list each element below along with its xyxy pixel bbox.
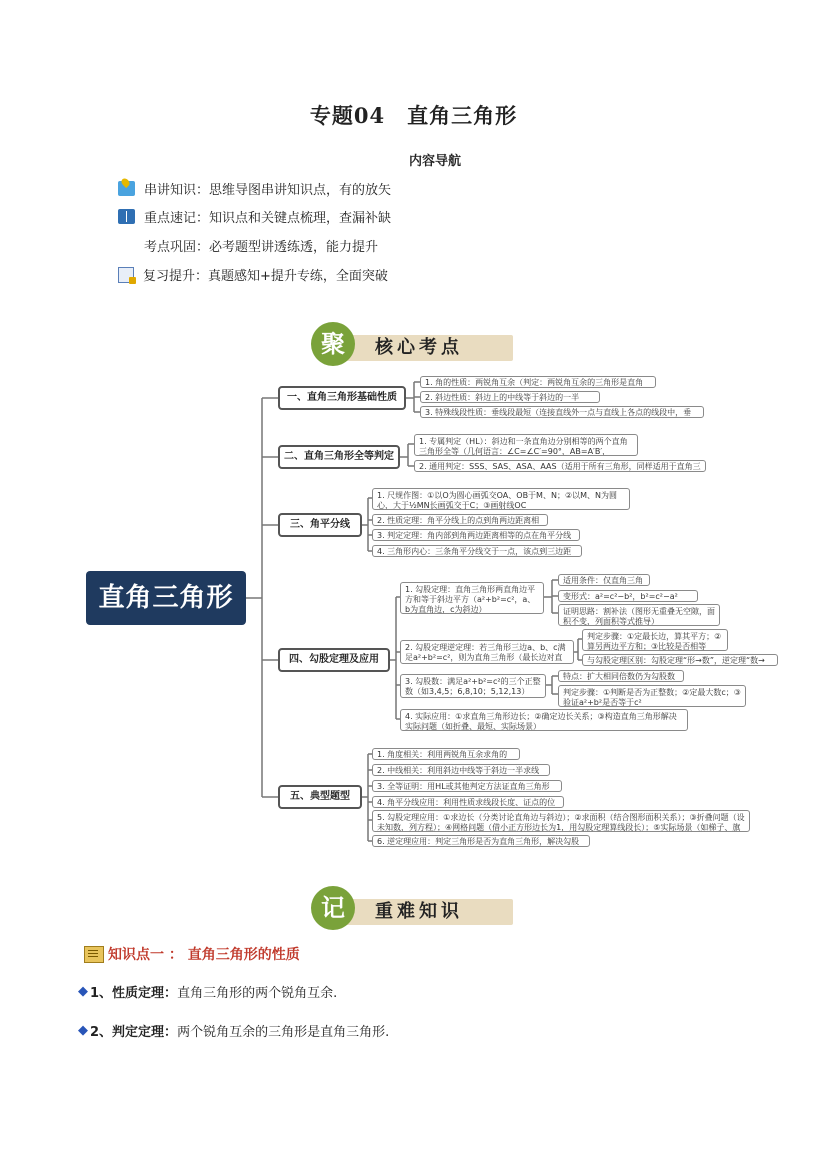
mindmap-node: 1. 角的性质：两锐角互余（判定：两锐角互余的三角形是直角 xyxy=(420,376,656,388)
mindmap-node: 1. 尺规作图：①以O为圆心画弧交OA、OB于M、N；②以M、N为圆心，大于½MN长画弧交于C；③画射线OC xyxy=(372,488,630,510)
banner-badge: 记 xyxy=(311,886,355,930)
title-topic: 直角三角形 xyxy=(407,103,518,128)
mindmap-node: 1. 角度相关：利用两锐角互余求角的 xyxy=(372,748,520,760)
mindmap-subnode: 判定步骤：①判断是否为正整数；②定最大数c；③验证a²+b²是否等于c² xyxy=(558,685,746,707)
knowledge-point-heading xyxy=(84,944,300,964)
nav-item-label: 考点巩固：必考题型讲透练透，能力提升 xyxy=(144,240,379,255)
mindmap-node: 3. 全等证明：用HL或其他判定方法证直角三角形 xyxy=(372,780,562,792)
banner-badge: 聚 xyxy=(311,322,355,366)
title-number: 04 xyxy=(353,103,386,128)
mindmap-node: 6. 逆定理应用：判定三角形是否为直角三角形，解决勾股 xyxy=(372,835,590,847)
mindmap-node: 4. 实际应用：①求直角三角形边长；②确定边长关系；③构造直角三角形解决实际问题（如折叠、最短、实际场景） xyxy=(400,709,688,731)
mindmap-node: 2. 勾股定理逆定理：若三角形三边a、b、c满足a²+b²=c²，则为直角三角形（最长边对直 xyxy=(400,640,574,664)
mindmap-node: 3. 特殊线段性质：垂线段最短（连接直线外一点与直线上各点的线段中，垂 xyxy=(420,406,704,418)
mindmap-node: 1. 专属判定（HL）：斜边和一条直角边分别相等的两个直角三角形全等（几何语言：∠C=∠C′=90°，AB=A′B′， xyxy=(414,434,638,456)
mindmap-subnode: 判定步骤：①定最长边，算其平方；②算另两边平方和；③比较是否相等 xyxy=(582,629,728,651)
banner-title: 核心考点 xyxy=(375,337,463,358)
mindmap-node: 3. 判定定理：角内部到角两边距离相等的点在角平分线 xyxy=(372,529,580,541)
mindmap-subnode: 适用条件：仅直角三角 xyxy=(558,574,650,586)
nav-item-label: 重点速记：知识点和关键点梳理，查漏补缺 xyxy=(144,211,392,226)
banner-title: 重难知识 xyxy=(375,901,463,922)
mindmap-root: 直角三角形 xyxy=(86,571,246,625)
branch-angle-bisector: 三、角平分线 xyxy=(278,513,362,537)
mindmap-subnode: 特点：扩大相同倍数仍为勾股数 xyxy=(558,670,684,682)
mindmap-node: 3. 勾股数：满足a²+b²=c²的三个正整数（如3,4,5；6,8,10；5,12,13） xyxy=(400,674,546,698)
mindmap-subnode: 变形式：a²=c²−b²，b²=c²−a² xyxy=(558,590,698,602)
notebook-icon xyxy=(84,946,104,963)
branch-typical-problems: 五、典型题型 xyxy=(278,785,362,809)
mindmap-node: 4. 角平分线应用：利用性质求线段长度、证点的位 xyxy=(372,796,564,808)
judgement-theorem: ◆ 2、 判定定理： 两个锐角互余的三角形是直角三角形. xyxy=(78,1023,390,1040)
nav-item-label: 串讲知识：思维导图串讲知识点，有的放矢 xyxy=(144,183,392,198)
branch-pythagorean: 四、勾股定理及应用 xyxy=(278,648,390,672)
diamond-icon: ◆ xyxy=(78,984,88,999)
knowledge-point-title: 知识点一 ： 直角三角形的性质 xyxy=(108,947,300,963)
content-navigation-heading: 内容导航 xyxy=(408,154,461,169)
mindmap-node: 2. 通用判定：SSS、SAS、ASA、AAS（适用于所有三角形，同样适用于直角三 xyxy=(414,460,706,472)
mindmap-node: 1. 勾股定理：直角三角形两直角边平方和等于斜边平方（a²+b²=c²，a、b为直角边，c为斜边） xyxy=(400,582,544,614)
nav-item-label: 复习提升：真题感知+提升专练，全面突破 xyxy=(143,269,388,284)
diamond-icon: ◆ xyxy=(78,1023,88,1038)
mindmap-node: 2. 中线相关：利用斜边中线等于斜边一半求线 xyxy=(372,764,550,776)
mindmap-subnode: 证明思路：割补法（图形无重叠无空隙，面积不变，列面积等式推导） xyxy=(558,604,720,626)
title-main: 专题 xyxy=(309,103,354,128)
mindmap-subnode: 与勾股定理区别：勾股定理“形→数”，逆定理“数→ xyxy=(582,654,778,666)
mindmap-node: 5. 勾股定理应用：①求边长（分类讨论直角边与斜边）；②求面积（结合图形面积关系）；③折叠问题（设未知数，列方程）；④网格问题（借小正方形边长为1，用勾股定理算线段长）；⑤实际场景（如梯子、旗 xyxy=(372,810,750,832)
branch-basic-properties: 一、直角三角形基础性质 xyxy=(278,386,406,410)
mindmap-node: 4. 三角形内心：三条角平分线交于一点，该点到三边距 xyxy=(372,545,582,557)
key-knowledge-banner xyxy=(311,886,516,932)
property-theorem: ◆ 1、 性质定理： 直角三角形的两个锐角互余. xyxy=(78,984,338,1001)
mindmap-node: 2. 斜边性质：斜边上的中线等于斜边的一半 xyxy=(420,391,600,403)
branch-congruence: 二、直角三角形全等判定 xyxy=(278,445,400,469)
mindmap-node: 2. 性质定理：角平分线上的点到角两边距离相 xyxy=(372,514,548,526)
